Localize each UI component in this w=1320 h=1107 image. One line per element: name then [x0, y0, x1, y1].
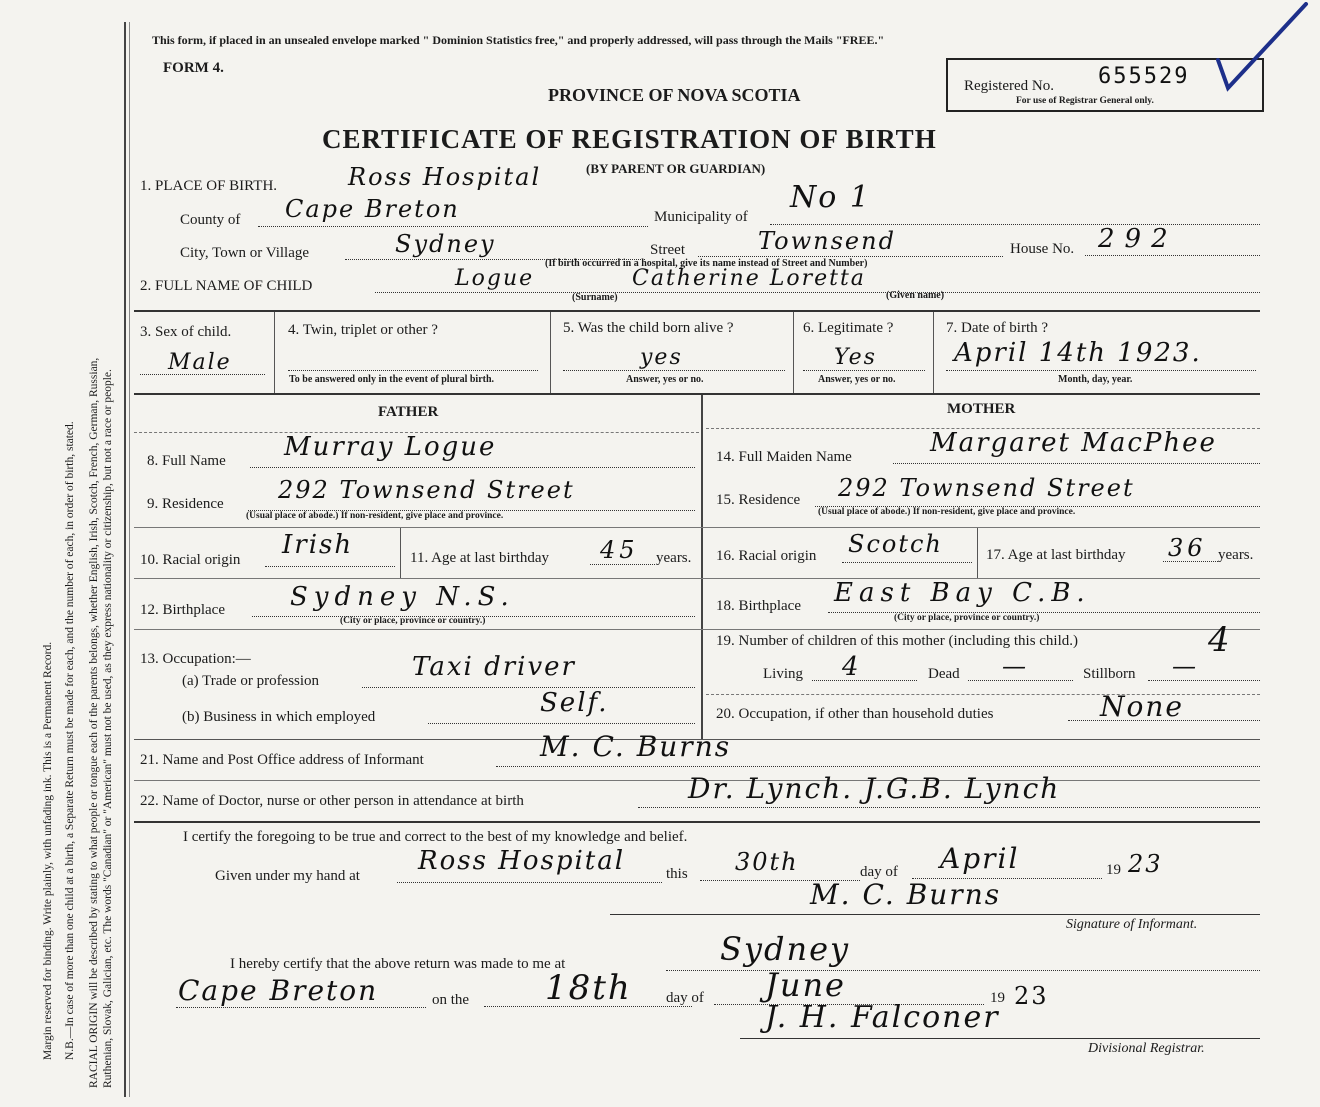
living-line	[812, 680, 917, 681]
municipality-line	[770, 224, 1260, 225]
father-birthplace-label: 12. Birthplace	[140, 602, 225, 618]
father-racial-value: Irish	[282, 530, 354, 560]
certify-day-value: 30th	[735, 848, 799, 876]
mother-residence-note: (Usual place of abode.) If non-resident, give place and province.	[818, 507, 1076, 517]
legitimate-line	[803, 370, 925, 371]
this-label: this	[666, 866, 688, 882]
doctor-value: Dr. Lynch. J.G.B. Lynch	[688, 772, 1061, 805]
year-prefix: 19	[1106, 862, 1121, 878]
father-racial-label: 10. Racial origin	[140, 552, 241, 568]
father-racial-divider	[400, 528, 401, 578]
registrar-place-value: Sydney	[720, 930, 851, 968]
day-of-label: day of	[860, 864, 898, 880]
stillborn-line	[1148, 680, 1260, 681]
county-label: County of	[180, 212, 241, 228]
registrar-signature: J. H. Falconer	[765, 1000, 1000, 1035]
mother-name-line	[893, 463, 1260, 464]
registrar-year-prefix: 19	[990, 990, 1005, 1006]
born-alive-line	[563, 370, 785, 371]
registrar-day-value: 18th	[545, 968, 632, 1008]
informant-signature-label: Signature of Informant.	[1066, 917, 1198, 932]
registrar-signature-line	[740, 1038, 1260, 1039]
father-age-line	[590, 564, 655, 565]
margin-note-1: Margin reserved for binding. Write plainly, with unfading ink. This is a Permanent Record.	[42, 641, 54, 1060]
mother-age-value: 36	[1168, 534, 1207, 562]
given-place-line	[397, 882, 662, 883]
child-name-label: 2. FULL NAME OF CHILD	[140, 278, 313, 294]
stillborn-value: —	[1172, 652, 1198, 680]
mother-age-label: 17. Age at last birthday	[986, 547, 1126, 563]
father-business-line	[428, 723, 695, 724]
twin-line	[288, 370, 538, 371]
father-years-label: years.	[656, 550, 692, 566]
registrar-place-line	[666, 970, 1260, 971]
sex-value: Male	[168, 350, 232, 375]
father-name-label: 8. Full Name	[147, 453, 226, 469]
date-of-birth-note: Month, day, year.	[1058, 374, 1133, 385]
registrar-year-value: 23	[1014, 982, 1049, 1010]
municipality-value: No 1	[790, 180, 871, 215]
street-value: Townsend	[758, 227, 896, 255]
margin-note-4: Ruthenian, Slovak, Galician, etc. The words "Canadian" or "American" must not be used, as they express nationality or citizenship, but not a race or people.	[102, 369, 114, 1088]
registered-number: 655529	[1098, 64, 1190, 89]
father-name-line	[250, 467, 695, 468]
father-trade-value: Taxi driver	[412, 652, 576, 682]
father-racial-line	[265, 566, 395, 567]
parents-sep-2	[134, 527, 1260, 528]
street-line	[698, 256, 1003, 257]
father-age-value: 45	[600, 536, 639, 564]
municipality-label: Municipality of	[654, 209, 748, 225]
row3-divider-4	[933, 312, 934, 393]
certify-year-value: 23	[1128, 850, 1163, 878]
parents-sep-3	[134, 578, 1260, 579]
born-alive-note: Answer, yes or no.	[626, 374, 704, 385]
stillborn-label: Stillborn	[1083, 666, 1136, 682]
father-trade-label: (a) Trade or profession	[182, 673, 320, 689]
father-residence-note: (Usual place of abode.) If non-resident, give place and province.	[246, 511, 504, 521]
house-number-label: House No.	[1010, 241, 1075, 257]
certify-text: I certify the foregoing to be true and correct to the best of my knowledge and belief.	[183, 829, 688, 845]
mother-name-label: 14. Full Maiden Name	[716, 449, 852, 465]
living-label: Living	[763, 666, 803, 682]
informant-signature-line	[610, 914, 1260, 915]
child-name-line	[375, 292, 1260, 293]
registrar-note: For use of Registrar General only.	[1016, 96, 1154, 106]
born-alive-value: yes	[640, 345, 683, 370]
mother-racial-label: 16. Racial origin	[716, 548, 817, 564]
registrar-certify-text: I hereby certify that the above return was made to me at	[230, 956, 566, 972]
father-birthplace-note: (City or place, province or country.)	[340, 616, 486, 626]
father-birthplace-value: Sydney N.S.	[290, 582, 515, 612]
row3-top-rule	[134, 310, 1260, 312]
father-residence-label: 9. Residence	[147, 496, 224, 512]
mother-racial-divider	[977, 528, 978, 578]
father-heading: FATHER	[378, 404, 439, 420]
mother-birthplace-line	[828, 612, 1260, 613]
date-of-birth-line	[946, 370, 1256, 371]
father-occupation-label: 13. Occupation:—	[140, 651, 251, 667]
city-label: City, Town or Village	[180, 245, 310, 261]
registrar-day-of-label: day of	[666, 990, 704, 1006]
certificate-subtitle: (BY PARENT OR GUARDIAN)	[586, 161, 766, 176]
registrar-county-line	[176, 1007, 426, 1008]
surname-note: (Surname)	[572, 292, 618, 303]
child-surname-value: Logue	[455, 266, 535, 291]
mother-years-label: years.	[1218, 547, 1254, 563]
margin-note-3: RACIAL ORIGIN will be described by stating to what people or tongue each of the parents belongs, whether English, Irish, Scotch, French, German, Russian,	[88, 357, 100, 1088]
row3-bottom-rule	[134, 393, 1260, 395]
row3-divider-2	[550, 312, 551, 393]
street-label: Street	[650, 242, 685, 258]
informant-label: 21. Name and Post Office address of Informant	[140, 752, 424, 768]
date-of-birth-value: April 14th 1923.	[954, 338, 1202, 368]
mother-residence-label: 15. Residence	[716, 492, 801, 508]
margin-note-2: N.B.—In case of more than one child at a birth, a Separate Return must be made for each, and the number of each, in order of birth, stated.	[64, 421, 76, 1060]
mother-residence-value: 292 Townsend Street	[838, 474, 1135, 502]
province-title: PROVINCE OF NOVA SCOTIA	[548, 85, 801, 105]
legitimate-note: Answer, yes or no.	[818, 374, 896, 385]
certify-top-rule	[134, 821, 1260, 823]
parents-sep-4	[134, 629, 1260, 630]
registrar-signature-label: Divisional Registrar.	[1088, 1041, 1205, 1056]
mother-heading: MOTHER	[947, 401, 1016, 417]
date-of-birth-label: 7. Date of birth ?	[946, 320, 1049, 336]
hospital-note: (If birth occurred in a hospital, give its name instead of Street and Number)	[545, 258, 868, 269]
city-value: Sydney	[395, 230, 496, 258]
mother-children-value: 4	[1208, 620, 1232, 660]
certify-month-value: April	[940, 842, 1020, 875]
mother-birthplace-label: 18. Birthplace	[716, 598, 801, 614]
given-place-value: Ross Hospital	[418, 846, 626, 876]
house-number-line	[1085, 255, 1260, 256]
house-number-value: 292	[1098, 224, 1178, 254]
mother-birthplace-value: East Bay C.B.	[834, 578, 1091, 608]
dead-label: Dead	[928, 666, 960, 682]
dead-value: —	[1002, 652, 1028, 680]
registered-label: Registered No.	[964, 78, 1054, 94]
born-alive-label: 5. Was the child born alive ?	[563, 320, 734, 336]
registrar-month-value: June	[765, 966, 846, 1004]
row3-divider-1	[274, 312, 275, 393]
sex-label: 3. Sex of child.	[140, 324, 232, 340]
informant-line	[496, 766, 1260, 767]
mother-racial-value: Scotch	[848, 530, 943, 558]
mother-racial-line	[842, 562, 972, 563]
checkmark-icon	[1214, 2, 1314, 94]
mother-occupation-value: None	[1100, 690, 1184, 723]
twin-label: 4. Twin, triplet or other ?	[288, 322, 438, 338]
registrar-county-value: Cape Breton	[178, 974, 379, 1007]
place-of-birth-value: Ross Hospital	[348, 163, 542, 191]
living-value: 4	[842, 652, 861, 682]
father-trade-line	[362, 687, 695, 688]
form-number: FORM 4.	[163, 60, 224, 76]
mother-birthplace-note: (City or place, province or country.)	[894, 613, 1040, 623]
county-line	[258, 226, 648, 227]
county-value: Cape Breton	[285, 195, 460, 223]
father-name-value: Murray Logue	[284, 432, 497, 462]
legitimate-value: Yes	[834, 345, 877, 370]
given-under-hand-label: Given under my hand at	[215, 868, 360, 884]
margin-rule-inner	[129, 22, 130, 1097]
place-of-birth-label: 1. PLACE OF BIRTH.	[140, 178, 278, 194]
mother-occupation-label: 20. Occupation, if other than household duties	[716, 706, 994, 722]
child-given-value: Catherine Loretta	[632, 266, 866, 291]
dead-line	[968, 680, 1073, 681]
margin-rule	[124, 22, 126, 1097]
mother-children-label: 19. Number of children of this mother (including this child.)	[716, 633, 1079, 649]
doctor-line	[638, 807, 1260, 808]
given-name-note: (Given name)	[886, 290, 945, 301]
row3-divider-3	[793, 312, 794, 393]
father-business-label: (b) Business in which employed	[182, 709, 376, 725]
certificate-title: CERTIFICATE OF REGISTRATION OF BIRTH	[322, 124, 937, 154]
doctor-label: 22. Name of Doctor, nurse or other person in attendance at birth	[140, 793, 524, 809]
informant-signature: M. C. Burns	[810, 878, 1002, 911]
father-residence-value: 292 Townsend Street	[278, 476, 575, 504]
on-the-label: on the	[432, 992, 470, 1008]
informant-value: M. C. Burns	[540, 730, 732, 763]
twin-note: To be answered only in the event of plural birth.	[289, 374, 495, 385]
mother-name-value: Margaret MacPhee	[930, 428, 1217, 458]
legitimate-label: 6. Legitimate ?	[803, 320, 894, 336]
parents-divider	[701, 395, 703, 740]
mail-notice: This form, if placed in an unsealed envelope marked " Dominion Statistics free," and properly addressed, will pass through the Mails "FREE."	[152, 33, 885, 47]
father-age-label: 11. Age at last birthday	[410, 550, 549, 566]
father-business-value: Self.	[540, 688, 609, 718]
